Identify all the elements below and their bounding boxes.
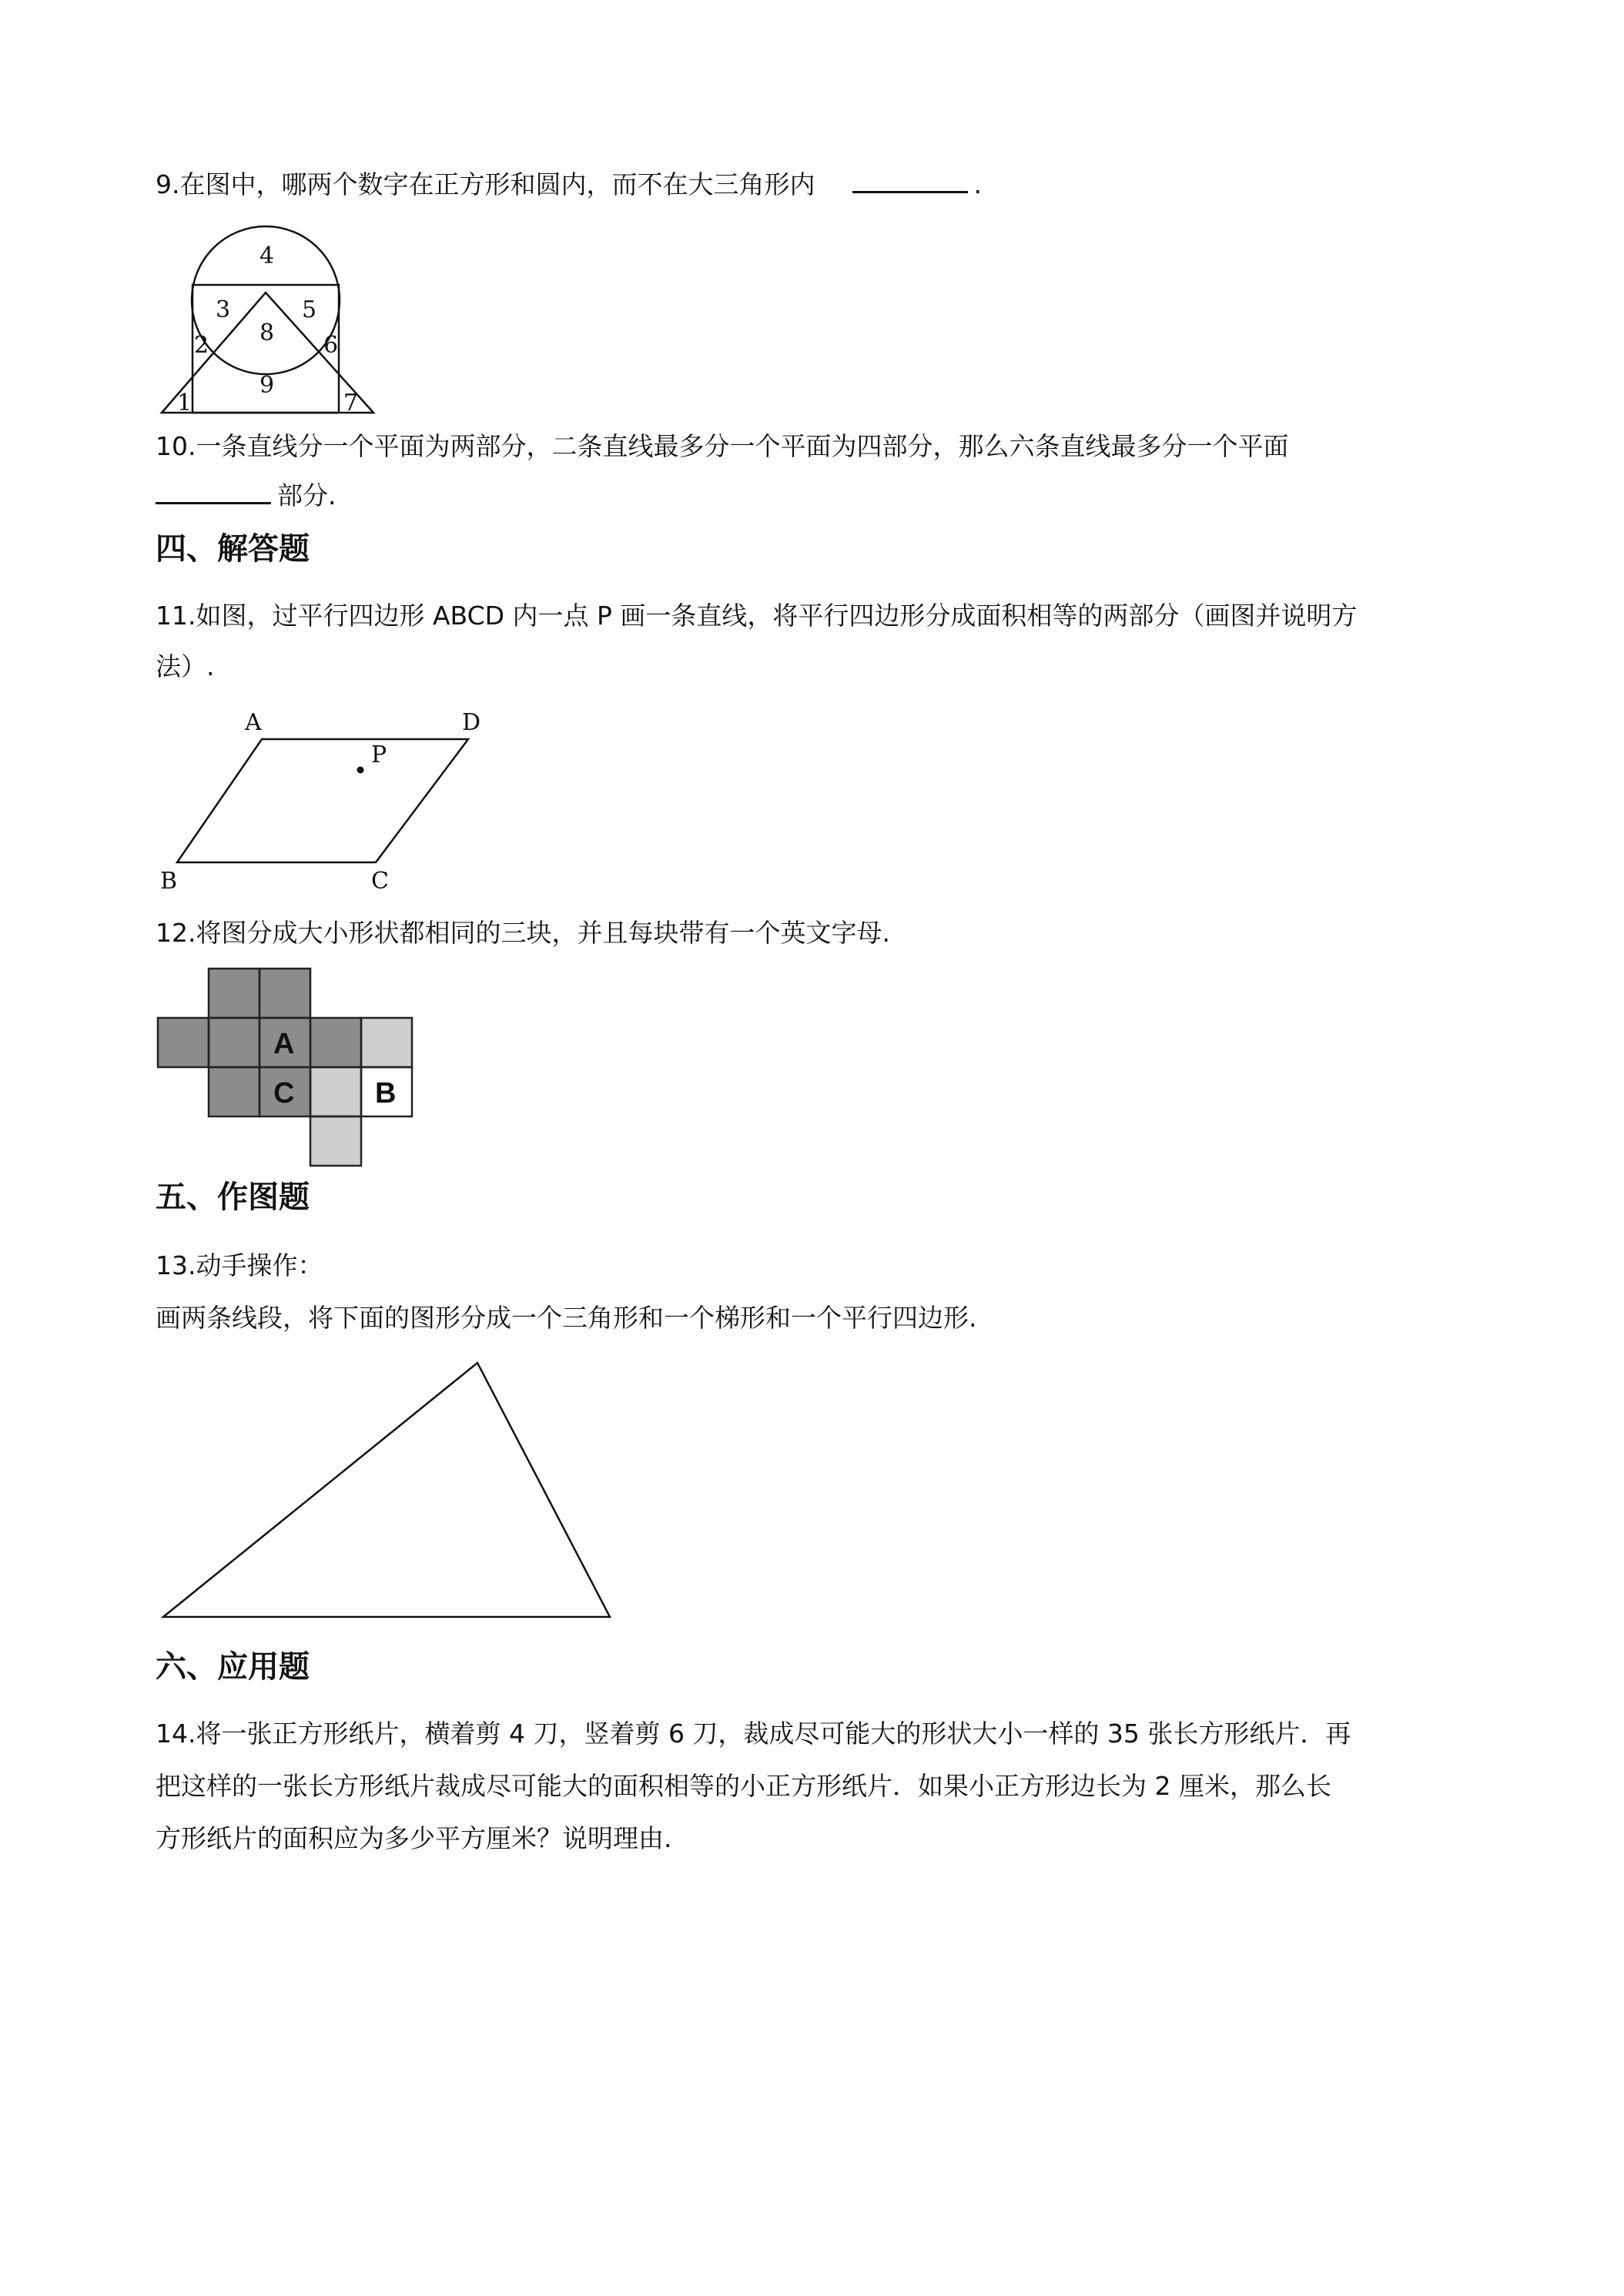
q9-number-4: 4 [260,243,275,269]
section-heading-5: 五、作图题 [156,1180,310,1215]
question-11-line2: 法）. [156,651,215,681]
question-14-line3: 方形纸片的面积应为多少平方厘米？说明理由. [156,1823,672,1853]
question-13-line1: 13.动手操作： [156,1250,323,1280]
q13-triangle [163,1363,610,1617]
section-heading-4: 四、解答题 [156,531,310,567]
question-11-line1: 11.如图，过平行四边形 ABCD 内一点 P 画一条直线，将平行四边形分成面积相等的两部分（画图并说明方 [156,601,1358,631]
question-12-text: 12.将图分成大小形状都相同的三块，并且每块带有一个英文字母. [156,918,890,948]
question-13-line2: 画两条线段，将下面的图形分成一个三角形和一个梯形和一个平行四边形. [156,1303,977,1333]
q9-number-1: 1 [177,390,193,417]
question-14-line2: 把这样的一张长方形纸片裁成尽可能大的面积相等的小正方形纸片．如果小正方形边长为 2 厘米，那么长 [156,1771,1331,1801]
question-10-line2: 部分. [156,479,337,513]
question-14-line1: 14.将一张正方形纸片，横着剪 4 刀，竖着剪 6 刀，裁成尽可能大的形状大小一样的 35 张长方形纸片．再 [156,1719,1351,1749]
q12-letter-b: B [375,1077,397,1110]
question-9-text: 9.在图中，哪两个数字在正方形和圆内，而不在大三角形内 . [156,169,982,199]
q9-number-3: 3 [216,296,231,323]
q9-number-9: 9 [260,372,275,399]
q11-label-d: D [462,709,481,736]
q9-figure [154,223,385,423]
q11-label-a: A [245,709,262,736]
q13-triangle-figure [154,1355,616,1625]
q9-number-5: 5 [302,296,317,323]
q12-letter-c: C [273,1077,295,1110]
q11-label-p: P [371,741,387,768]
q11-parallelogram-figure [154,707,493,895]
q11-label-c: C [371,868,389,895]
q11-parallelogram [177,739,468,862]
question-10-line1: 10.一条直线分一个平面为两部分，二条直线最多分一个平面为四部分，那么六条直线最多分一个平面 [156,431,1289,461]
answer-blank[interactable] [156,479,271,504]
q11-point-p [357,767,364,774]
section-heading-6: 六、应用题 [156,1649,310,1685]
q11-label-b: B [160,868,178,895]
answer-blank[interactable] [852,168,968,193]
q12-letter-a: A [273,1028,295,1060]
q9-number-6: 6 [323,332,339,359]
q9-number-2: 2 [194,332,209,359]
q12-grid-figure [158,969,420,1169]
q9-number-8: 8 [260,320,275,346]
q9-number-7: 7 [343,390,359,417]
